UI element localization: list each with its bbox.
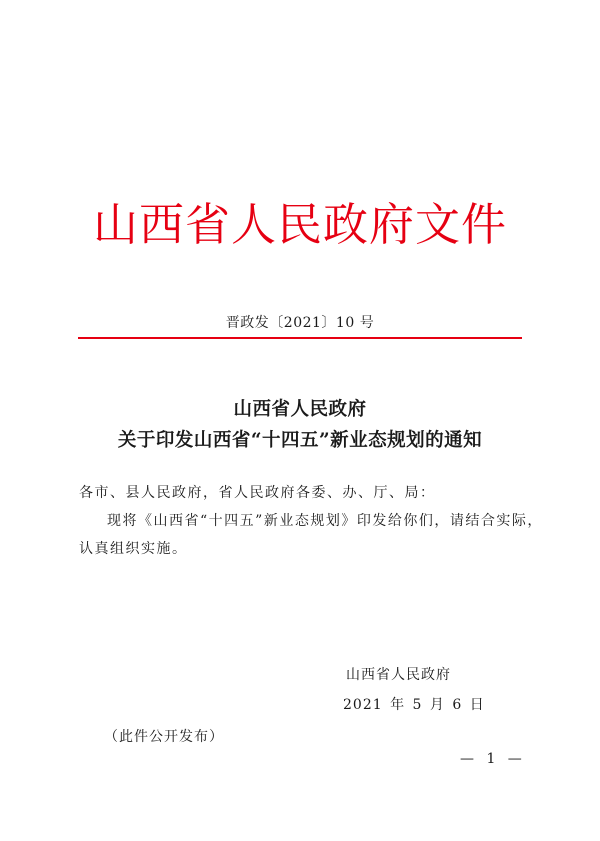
salutation: 各市、县人民政府，省人民政府各委、办、厅、局：	[79, 485, 436, 501]
signature-organization: 山西省人民政府	[346, 667, 451, 683]
masthead-title: 山西省人民政府文件	[92, 198, 507, 251]
page-number: — 1 —	[460, 751, 526, 767]
document-number: 晋政发〔2021〕10 号	[225, 315, 375, 331]
notice-title-line-2: 关于印发山西省“十四五”新业态规划的通知	[117, 430, 483, 451]
body-paragraph-line-2: 认真组织实施。	[79, 541, 188, 557]
notice-title-line-1: 山西省人民政府	[233, 399, 367, 420]
red-divider-line	[78, 337, 522, 339]
signature-date: 2021 年 5 月 6 日	[343, 697, 485, 713]
publication-note: （此件公开发布）	[104, 729, 224, 745]
body-paragraph-line-1: 现将《山西省“十四五”新业态规划》印发给你们，请结合实际，	[107, 513, 543, 529]
